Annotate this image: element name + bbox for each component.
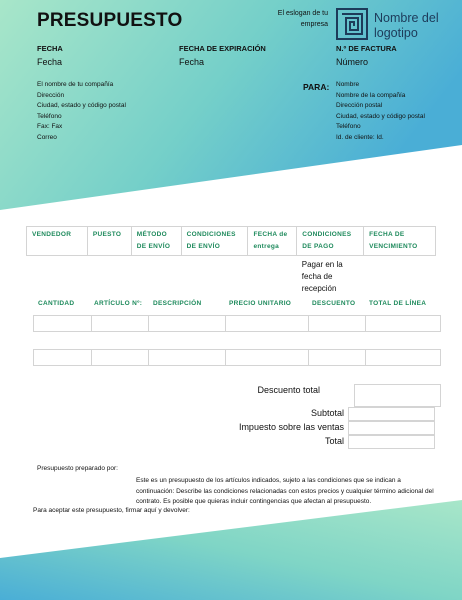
column-divider [91,316,92,331]
company-address-block [37,80,126,143]
cell-condiciones-pago[interactable]: Pagar en la fecha de recepción [301,260,343,293]
date-value[interactable]: Fecha [37,57,63,67]
header-articulo: ARTÍCULO Nº: [94,300,143,307]
column-divider [148,316,149,331]
cell-metodo-envio[interactable] [131,256,181,296]
expiry-date-label: FECHA DE EXPIRACIÓN [179,44,266,53]
expiry-date-value[interactable]: Fecha [179,57,205,67]
cell-fecha-entrega[interactable] [248,256,297,296]
company-address[interactable]: Dirección [37,91,65,99]
invoice-number-label: N.º DE FACTURA [336,44,397,53]
prepared-by-label: Presupuesto preparado por: [37,465,118,472]
sales-tax-field[interactable] [348,421,435,435]
cell-puesto[interactable] [87,256,131,296]
discount-total-field[interactable] [354,384,441,407]
company-name[interactable]: El nombre de tu compañía [37,81,114,88]
client-address-block [336,80,425,143]
column-divider [365,316,366,331]
client-id[interactable]: Id. de cliente: Id. [336,133,384,141]
sales-tax-label: Impuesto sobre las ventas [238,422,344,432]
header-descripcion: DESCRIPCIÓN [153,300,202,307]
header-fecha-entrega: FECHA de entrega [248,227,297,256]
company-fax[interactable]: Fax: Fax [37,123,63,130]
table-row [27,256,436,296]
cell-fecha-vencimiento[interactable] [364,256,436,296]
logo-name: Nombre del logotipo [374,11,439,40]
column-divider [308,316,309,331]
header-vendedor: VENDEDOR [27,227,88,256]
header-cantidad: CANTIDAD [38,300,75,307]
item-row[interactable] [33,315,441,332]
subtotal-field[interactable] [348,407,435,421]
terms-text[interactable]: Este es un presupuesto de los artículos indicados, sujeto a las condiciones que se indican a continuación: Describe las condiciones relacionadas con estos precios y cualquier término adicional del contrato. Es posible que quieras incluir contingencias que afectan al presupuesto. [136,477,434,505]
header-descuento: DESCUENTO [312,300,356,307]
invoice-number-value[interactable]: Número [336,57,369,67]
footer-gradient-band [0,500,462,600]
header-total-linea: TOTAL DE LÍNEA [369,300,427,307]
cell-vendedor[interactable] [27,256,88,296]
header-precio-unitario: PRECIO UNITARIO [229,300,292,307]
column-divider [148,350,149,365]
accept-signature-label: Para aceptar este presupuesto, firmar aquí y devolver: [33,507,190,514]
column-divider [225,350,226,365]
client-company[interactable]: Nombre de la compañía [336,91,406,99]
shipping-table [26,226,436,295]
client-phone[interactable]: Teléfono [336,123,361,130]
logo-icon [336,8,368,40]
company-phone[interactable]: Teléfono [37,112,62,120]
header-fecha-vencimiento: FECHA DE VENCIMIENTO [364,227,436,256]
total-field[interactable] [348,435,435,449]
header-puesto: PUESTO [87,227,131,256]
subtotal-label: Subtotal [310,408,344,418]
discount-total-label: Descuento total [257,385,320,395]
date-label: FECHA [37,44,63,53]
column-divider [91,350,92,365]
header-condiciones-envio: CONDICIONES DE ENVÍO [181,227,248,256]
company-city[interactable]: Ciudad, estado y código postal [37,102,126,109]
company-email[interactable]: Correo [37,133,57,141]
total-label: Total [324,436,344,446]
client-name[interactable]: Nombre [336,81,360,88]
header-metodo-envio: MÉTODO DE ENVÍO [131,227,181,256]
cell-condiciones-envio[interactable] [181,256,248,296]
document-title: PRESUPUESTO [37,10,183,31]
shipping-table-header-row [27,227,436,256]
para-label: PARA: [303,82,330,92]
column-divider [225,316,226,331]
column-divider [308,350,309,365]
column-divider [365,350,366,365]
company-slogan: El eslogan de tu empresa [277,10,328,28]
client-address[interactable]: Dirección postal [336,102,383,109]
client-city[interactable]: Ciudad, estado y código postal [336,112,425,120]
item-row[interactable] [33,349,441,366]
header-condiciones-pago: CONDICIONES DE PAGO [297,227,364,256]
